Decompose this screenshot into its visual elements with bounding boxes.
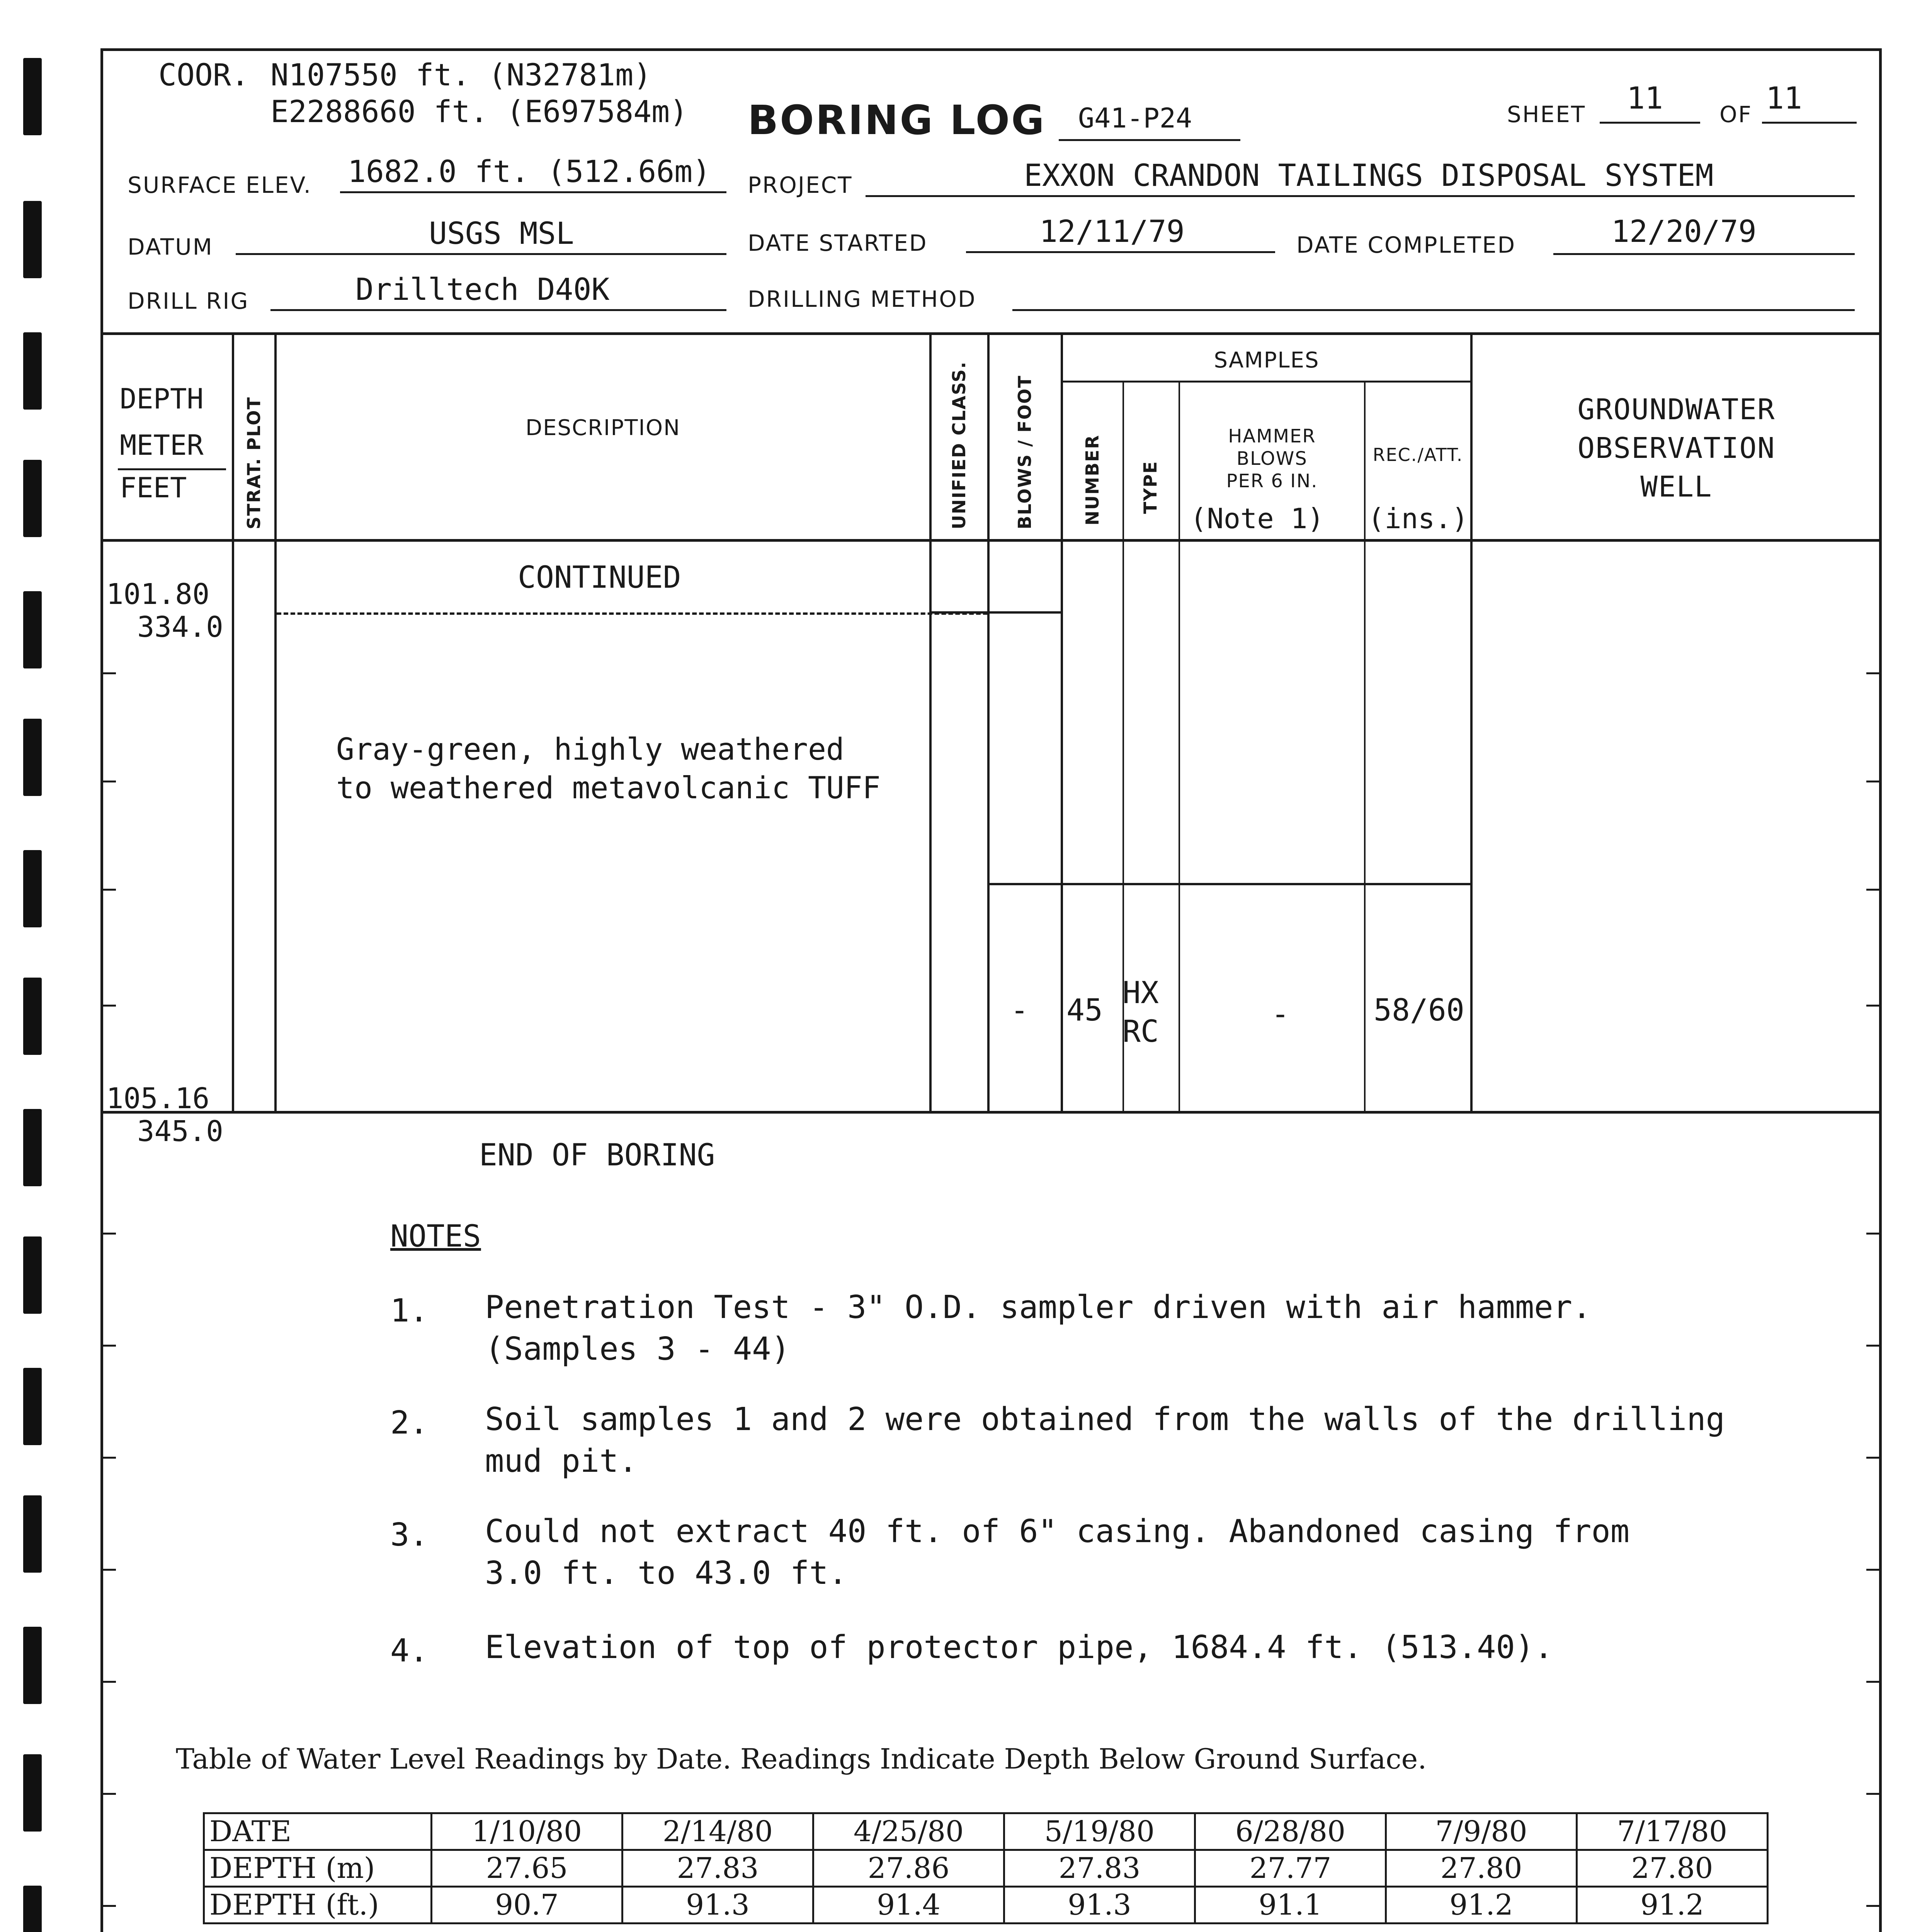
- date-completed: 12/20/79: [1611, 214, 1757, 249]
- coor-east: E2288660 ft. (E697584m): [270, 95, 688, 129]
- binder-hole: [23, 460, 42, 537]
- binder-hole: [23, 1754, 42, 1832]
- binder-hole: [23, 978, 42, 1055]
- depth-ft-cell: 91.3: [622, 1887, 813, 1923]
- table-row: [204, 1813, 1768, 1850]
- binder-hole: [23, 1627, 42, 1704]
- col-hammer-blows-label: HAMMER BLOWS PER 6 IN.: [1226, 425, 1318, 492]
- depth-top-ft: 334.0: [137, 611, 223, 644]
- table-row: [204, 1887, 1768, 1923]
- depth-m-cell: 27.80: [1386, 1850, 1577, 1887]
- col-line-hammer: [1364, 381, 1366, 1113]
- depth-m-cell: 27.65: [432, 1850, 622, 1887]
- binder-hole: [23, 1109, 42, 1186]
- tick: [100, 1793, 116, 1795]
- binder-hole: [23, 850, 42, 927]
- depth-ft-cell: 91.4: [813, 1887, 1004, 1923]
- tick: [1866, 1681, 1882, 1683]
- binder-hole: [23, 1886, 42, 1932]
- drill-rig: Drilltech D40K: [355, 272, 610, 307]
- tick: [100, 1005, 116, 1007]
- project-label: PROJECT: [748, 172, 853, 198]
- recovery-value: 58/60: [1374, 993, 1464, 1028]
- tick: [1866, 1569, 1882, 1571]
- col-number: NUMBER: [1082, 434, 1103, 526]
- tick: [100, 889, 116, 891]
- col-strat-plot: STRAT. PLOT: [243, 396, 264, 529]
- binder-hole: [23, 1236, 42, 1314]
- col-line-blows: [1061, 332, 1063, 1113]
- sheet-number: 11: [1627, 81, 1663, 116]
- col-type: TYPE: [1140, 461, 1161, 514]
- binder-hole: [23, 1368, 42, 1445]
- tick: [100, 1345, 116, 1347]
- depth-ft-cell: 91.2: [1386, 1887, 1577, 1923]
- tick: [100, 672, 116, 674]
- project-name: EXXON CRANDON TAILINGS DISPOSAL SYSTEM: [1024, 158, 1714, 193]
- col-description: DESCRIPTION: [525, 415, 681, 440]
- row-label-depth-m: DEPTH (m): [204, 1850, 432, 1887]
- tick: [1866, 889, 1882, 891]
- samples-subheader-line: [1061, 381, 1472, 383]
- project-underline: [866, 195, 1855, 197]
- sample-type-2: RC: [1122, 1014, 1159, 1049]
- surface-elev: 1682.0 ft. (512.66m): [348, 155, 711, 189]
- coor-label: COOR.: [158, 58, 249, 93]
- depth-m-cell: 27.83: [622, 1850, 813, 1887]
- datum-label: DATUM: [128, 234, 213, 260]
- depth-bottom-m: 105.16: [106, 1082, 210, 1115]
- meter-feet-divider: [118, 468, 226, 470]
- col-depth: DEPTH: [120, 383, 204, 415]
- date-cell: 6/28/80: [1195, 1813, 1386, 1850]
- sample-interval-top: [987, 883, 1472, 885]
- column-header-bottom: [100, 539, 1882, 542]
- boring-id: G41-P24: [1078, 102, 1192, 134]
- surface-elev-label: SURFACE ELEV.: [128, 172, 312, 198]
- hammer-value: -: [1271, 997, 1289, 1032]
- col-samples: SAMPLES: [1214, 348, 1320, 373]
- description-line-2: to weathered metavolcanic TUFF: [336, 771, 881, 806]
- note-text: Soil samples 1 and 2 were obtained from the walls of the drilling mud pit.: [485, 1401, 1725, 1480]
- water-level-table-1: [203, 1812, 1769, 1924]
- col-line-desc: [929, 332, 932, 1113]
- description-line-1: Gray-green, highly weathered: [336, 732, 844, 767]
- coor-north: N107550 ft. (N32781m): [270, 58, 652, 93]
- boring-id-underline: [1059, 139, 1240, 141]
- drill-rig-underline: [270, 309, 726, 311]
- binder-hole: [23, 58, 42, 135]
- datum-value: USGS MSL: [429, 216, 574, 251]
- col-groundwater: [1473, 390, 1880, 506]
- col-meter: METER: [120, 429, 204, 461]
- tick: [100, 781, 116, 782]
- drilling-method-label: DRILLING METHOD: [748, 286, 976, 312]
- sample-type-1: HX: [1122, 976, 1159, 1010]
- tick: [1866, 1793, 1882, 1795]
- drilling-method-underline: [1012, 309, 1855, 311]
- log-section-bottom: [100, 1111, 1882, 1114]
- note-text: Could not extract 40 ft. of 6" casing. Abandoned casing from 3.0 ft. to 43.0 ft.: [485, 1513, 1630, 1592]
- binder-hole: [23, 719, 42, 796]
- contact-dashed-line: [277, 612, 988, 615]
- drill-rig-label: DRILL RIG: [128, 288, 249, 314]
- tick: [100, 1905, 116, 1907]
- depth-m-cell: 27.83: [1004, 1850, 1195, 1887]
- sheet-total-underline: [1762, 122, 1857, 124]
- depth-m-cell: 27.86: [813, 1850, 1004, 1887]
- date-started: 12/11/79: [1039, 214, 1185, 249]
- col-blows-foot: BLOWS / FOOT: [1014, 375, 1035, 529]
- surface-elev-underline: [340, 191, 726, 193]
- tick: [1866, 1905, 1882, 1907]
- col-hammer-blows: [1180, 425, 1364, 492]
- date-started-underline: [966, 251, 1275, 253]
- col-line-unified: [987, 332, 990, 1113]
- date-completed-label: DATE COMPLETED: [1296, 232, 1516, 258]
- row-label-date: DATE: [204, 1813, 432, 1850]
- continued-label: CONTINUED: [518, 560, 681, 595]
- datum-underline: [236, 253, 726, 255]
- date-cell: 5/19/80: [1004, 1813, 1195, 1850]
- depth-top-m: 101.80: [106, 578, 210, 611]
- water-level-caption: Table of Water Level Readings by Date. Readings Indicate Depth Below Ground Surface.: [176, 1743, 1427, 1775]
- of-label: OF: [1719, 101, 1753, 128]
- col-ins: (ins.): [1368, 502, 1469, 535]
- note-text: Elevation of top of protector pipe, 1684.4 ft. (513.40).: [485, 1629, 1553, 1666]
- note-number: 1.: [390, 1293, 429, 1329]
- note-number: 2.: [390, 1405, 429, 1441]
- sheet-total: 11: [1766, 81, 1802, 116]
- tick: [100, 1569, 116, 1571]
- date-cell: 7/17/80: [1577, 1813, 1768, 1850]
- tick: [1866, 1457, 1882, 1459]
- depth-bottom-ft: 345.0: [137, 1115, 223, 1148]
- col-line-depth: [232, 332, 234, 1113]
- depth-ft-cell: 91.2: [1577, 1887, 1768, 1923]
- binder-hole: [23, 201, 42, 278]
- date-cell: 4/25/80: [813, 1813, 1004, 1850]
- tick: [1866, 1005, 1882, 1007]
- unified-contact-line: [929, 611, 1063, 614]
- col-rec-att: REC./ATT.: [1372, 444, 1463, 465]
- tick: [1866, 1345, 1882, 1347]
- sheet-label: SHEET: [1507, 101, 1586, 128]
- binder-hole: [23, 591, 42, 668]
- notes-heading: NOTES: [390, 1219, 481, 1254]
- binder-hole: [23, 332, 42, 410]
- table-row: [204, 1850, 1768, 1887]
- date-cell: 1/10/80: [432, 1813, 622, 1850]
- tick: [100, 1233, 116, 1235]
- tick: [100, 1681, 116, 1683]
- note-text: Penetration Test - 3" O.D. sampler driven with air hammer. (Samples 3 - 44): [485, 1289, 1592, 1367]
- tick: [100, 1457, 116, 1459]
- note-number: 4.: [390, 1633, 429, 1669]
- end-of-boring: END OF BORING: [479, 1138, 715, 1173]
- date-cell: 2/14/80: [622, 1813, 813, 1850]
- depth-ft-cell: 90.7: [432, 1887, 622, 1923]
- blows-value: -: [1010, 993, 1029, 1028]
- date-completed-underline: [1553, 253, 1855, 255]
- note-number: 3.: [390, 1517, 429, 1553]
- sample-number: 45: [1066, 993, 1103, 1028]
- tick: [1866, 781, 1882, 782]
- col-line-strat: [274, 332, 277, 1113]
- tick: [1866, 672, 1882, 674]
- binder-hole: [23, 1495, 42, 1573]
- depth-ft-cell: 91.1: [1195, 1887, 1386, 1923]
- col-feet: FEET: [120, 471, 187, 504]
- tick: [1866, 1233, 1882, 1235]
- depth-m-cell: 27.77: [1195, 1850, 1386, 1887]
- col-note1: (Note 1): [1190, 502, 1324, 535]
- depth-m-cell: 27.80: [1577, 1850, 1768, 1887]
- depth-ft-cell: 91.3: [1004, 1887, 1195, 1923]
- header-separator: [100, 332, 1882, 335]
- date-started-label: DATE STARTED: [748, 230, 928, 256]
- sheet-number-underline: [1600, 122, 1700, 124]
- col-groundwater-label: GROUNDWATER OBSERVATION WELL: [1577, 393, 1776, 503]
- col-unified-class: UNIFIED CLASS.: [949, 361, 969, 529]
- date-cell: 7/9/80: [1386, 1813, 1577, 1850]
- row-label-depth-ft: DEPTH (ft.): [204, 1887, 432, 1923]
- page-title: BORING LOG: [748, 97, 1046, 144]
